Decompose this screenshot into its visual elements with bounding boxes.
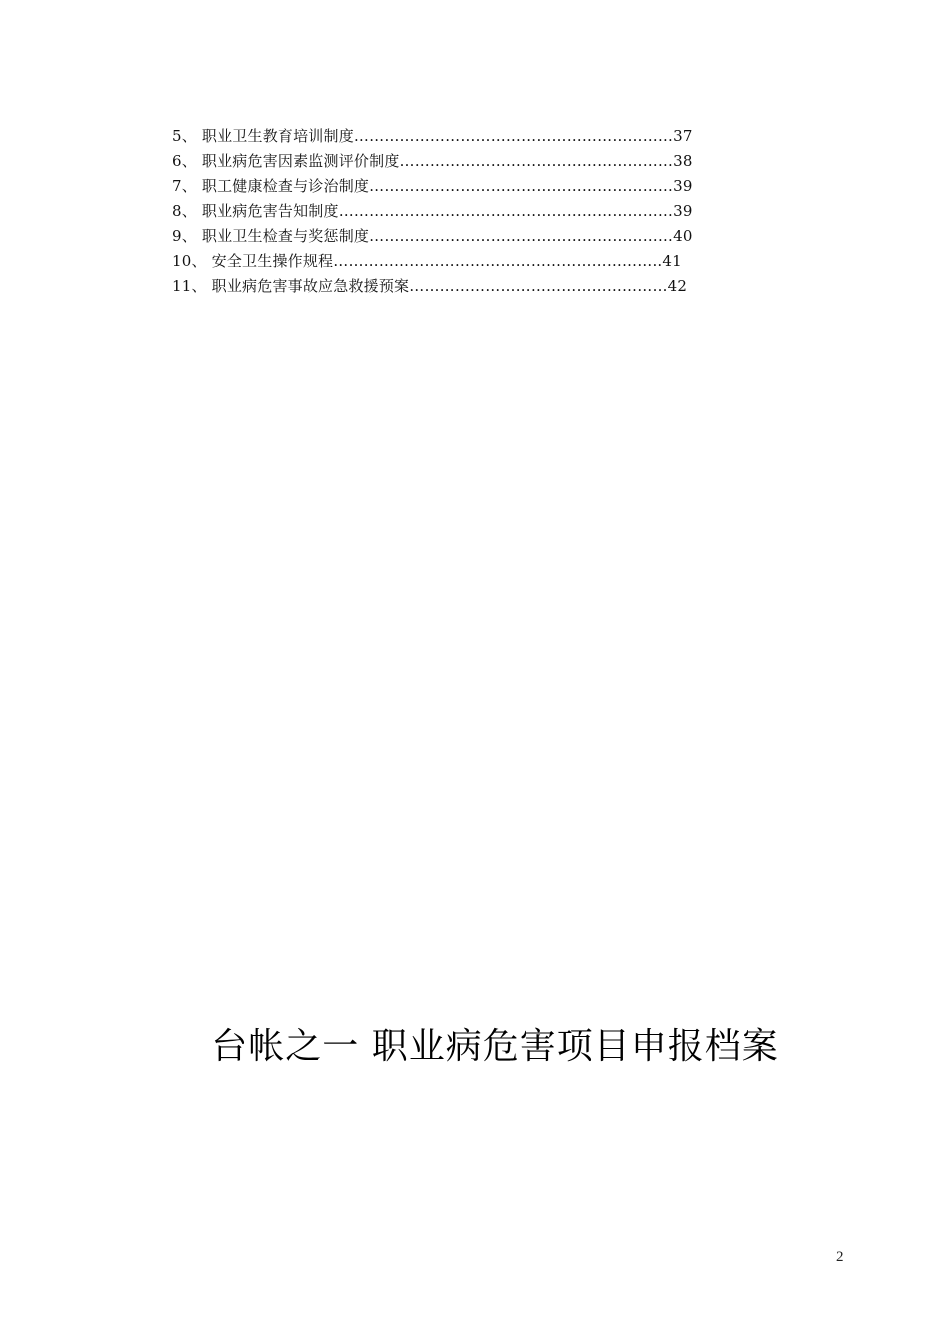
toc-entry: 9、 职业卫生检查与奖惩制度……………………………………………………40: [172, 227, 693, 245]
toc-entry: 6、 职业病危害因素监测评价制度………………………………………………38: [172, 152, 693, 170]
page-title: 台帐之一 职业病危害项目申报档案: [211, 1026, 779, 1067]
toc-entry: 10、 安全卫生操作规程………………………………………………………..41: [172, 252, 682, 270]
toc-entry: 7、 职工健康检查与诊治制度……………………………………………………39: [172, 177, 693, 195]
toc-entry: 8、 职业病危害告知制度…………………………………………………………39: [172, 202, 693, 220]
page-number: 2: [836, 1249, 844, 1265]
toc-entry: 5、 职业卫生教育培训制度………………………………………………………37: [172, 127, 693, 145]
toc-entry: 11、 职业病危害事故应急救援预案……………………………………………42: [172, 277, 688, 295]
table-of-contents: [172, 124, 772, 299]
